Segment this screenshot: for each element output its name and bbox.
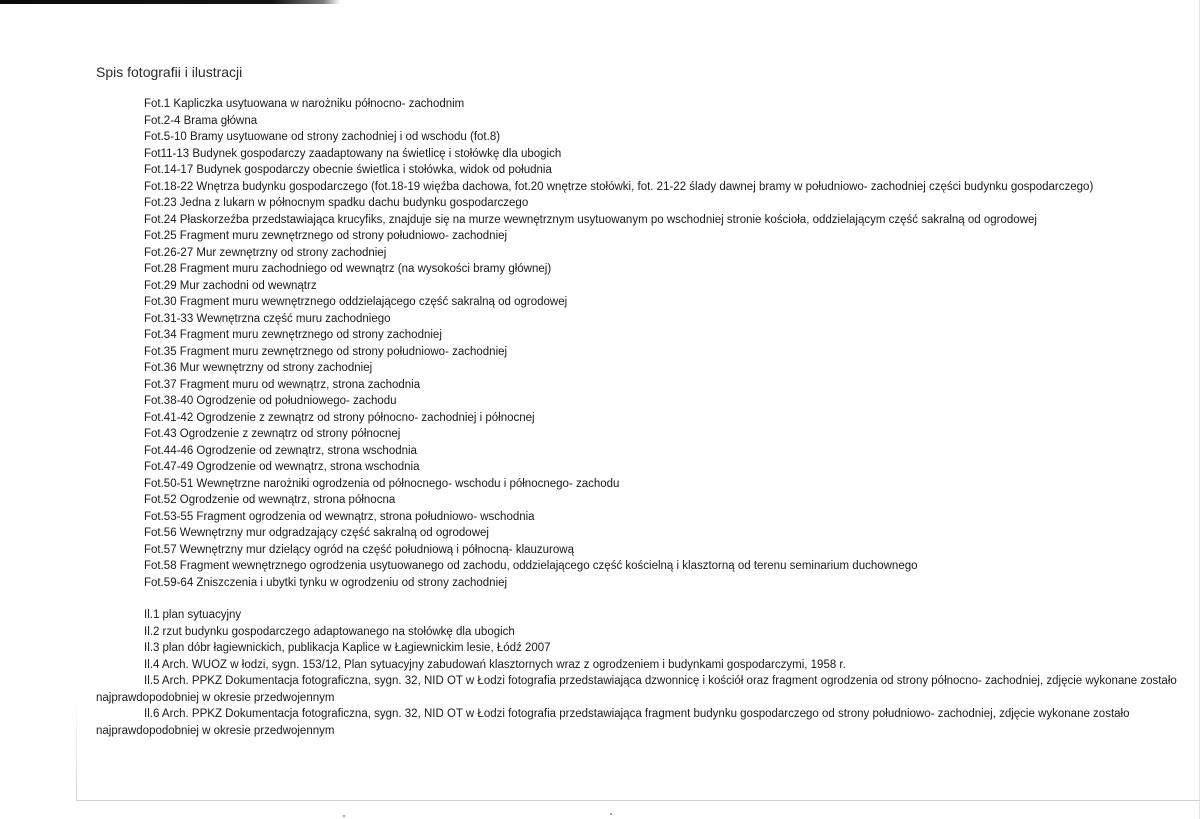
illustration-entry: Il.2 rzut budynku gospodarczego adaptowanego na stołówkę dla ubogich <box>144 625 515 638</box>
photo-entry: Fot.24 Płaskorzeźba przedstawiająca krucyfiks, znajduje się na murze wewnętrznym usytuowanym po wschodniej stronie kościoła, oddzielającym część sakralną od ogrodowej <box>144 213 1037 226</box>
photo-entry: Fot.25 Fragment muru zewnętrznego od strony południowo- zachodniej <box>144 230 508 242</box>
photo-entry: Fot.58 Fragment wewnętrznego ogrodzenia usytuowanego od zachodu, oddzielającego część kościelną i klasztorną od terenu seminarium duchownego <box>144 560 918 572</box>
page-edge-bottom <box>76 800 1200 801</box>
photo-entry: Fot.28 Fragment muru zachodniego od wewnątrz (na wysokości bramy głównej) <box>144 263 552 275</box>
illustration-list <box>96 607 1186 739</box>
photo-entry: Fot.41-42 Ogrodzenie z zewnątrz od strony północno- zachodniej i północnej <box>144 411 535 424</box>
illustration-entry: Il.3 plan dóbr łagiewnickich, publikacja Kaplice w Łagiewnickim lesie, Łódź 2007 <box>144 642 551 654</box>
illustration-entry: Il.1 plan sytuacyjny <box>144 609 242 621</box>
photo-entry: Fot.38-40 Ogrodzenie od południowego- zachodu <box>144 395 397 407</box>
photo-entry: Fot.5-10 Bramy usytuowane od strony zachodniej i od wschodu (fot.8) <box>144 131 501 143</box>
scan-speck <box>343 815 345 817</box>
scan-speck <box>610 813 612 815</box>
scan-edge-strip <box>0 0 340 4</box>
photo-entry: Fot.56 Wewnętrzny mur odgradzający część sakralną od ogrodowej <box>144 527 489 539</box>
photo-entry: Fot.52 Ogrodzenie od wewnątrz, strona północna <box>144 494 396 506</box>
photo-entry: Fot.2-4 Brama główna <box>144 114 258 127</box>
photo-entry: Fot.34 Fragment muru zewnętrznego od strony zachodniej <box>144 329 442 341</box>
photo-entry: Fot.29 Mur zachodni od wewnątrz <box>144 279 317 292</box>
photo-entry: Fot.44-46 Ogrodzenie od zewnątrz, strona wschodnia <box>144 444 417 457</box>
illustration-entry: Il.5 Arch. PPKZ Dokumentacja fotograficzna, sygn. 32, NID OT w Łodzi fotografia przedstawiająca dzwonnicę i kościół oraz fragment ogrodzenia od strony północno- zachodniej, zdjęcie wykonane zostało najprawdopodobniej w okresie przedwojennym <box>96 675 1177 704</box>
photo-entry: Fot.14-17 Budynek gospodarczy obecnie świetlica i stołówka, widok od południa <box>144 164 552 176</box>
photo-entry: Fot.31-33 Wewnętrzna część muru zachodniego <box>144 312 391 325</box>
photo-entry: Fot.57 Wewnętrzny mur dzielący ogród na część południową i północną- klauzurową <box>144 543 574 556</box>
photo-entry: Fot.50-51 Wewnętrzne narożniki ogrodzenia od północnego- wschodu i północnego- zachodu <box>144 477 620 490</box>
photo-entry: Fot.53-55 Fragment ogrodzenia od wewnątrz, strona południowo- wschodnia <box>144 510 535 523</box>
photo-entry: Fot.59-64 Zniszczenia i ubytki tynku w ogrodzeniu od strony zachodniej <box>144 576 508 589</box>
photo-entry: Fot.43 Ogrodzenie z zewnątrz od strony północnej <box>144 428 401 440</box>
photo-entry: Fot.18-22 Wnętrza budynku gospodarczego (fot.18-19 więźba dachowa, fot.20 wnętrze stołówki, fot. 21-22 ślady dawnej bramy w południowo- zachodniej części budynku gospodarczego) <box>144 180 1094 193</box>
photo-entry: Fot.47-49 Ogrodzenie od wewnątrz, strona wschodnia <box>144 461 420 473</box>
page-title: Spis fotografii i ilustracji <box>96 64 243 80</box>
illustration-entry: Il.4 Arch. WUOZ w łodzi, sygn. 153/12, Plan sytuacyjny zabudowań klasztornych wraz z ogrodzeniem i budynkami gospodarczymi, 1958 r. <box>144 658 846 671</box>
photo-entry: Fot.35 Fragment muru zewnętrznego od strony południowo- zachodniej <box>144 345 508 358</box>
photo-entry: Fot.23 Jedna z lukarn w północnym spadku dachu budynku gospodarczego <box>144 197 529 209</box>
photo-entry: Fot.1 Kapliczka usytuowana w narożniku północno- zachodnim <box>144 98 465 110</box>
photo-entry: Fot.36 Mur wewnętrzny od strony zachodniej <box>144 362 373 374</box>
page-edge-left <box>76 700 77 800</box>
photo-entry: Fot.30 Fragment muru wewnętrznego oddzielającego część sakralną od ogrodowej <box>144 296 568 308</box>
illustration-entry: Il.6 Arch. PPKZ Dokumentacja fotograficzna, sygn. 32, NID OT w Łodzi fotografia przedstawiająca fragment budynku gospodarczego od strony południowo- zachodniej, zdjęcie wykonane zostało najprawdopodobniej w okresie przedwojennym <box>96 708 1130 737</box>
photo-entry: Fot11-13 Budynek gospodarczy zaadaptowany na świetlicę i stołówkę dla ubogich <box>144 147 562 160</box>
photo-list <box>144 96 1093 591</box>
photo-entry: Fot.37 Fragment muru od wewnątrz, strona zachodnia <box>144 378 421 391</box>
photo-entry: Fot.26-27 Mur zewnętrzny od strony zachodniej <box>144 246 387 259</box>
